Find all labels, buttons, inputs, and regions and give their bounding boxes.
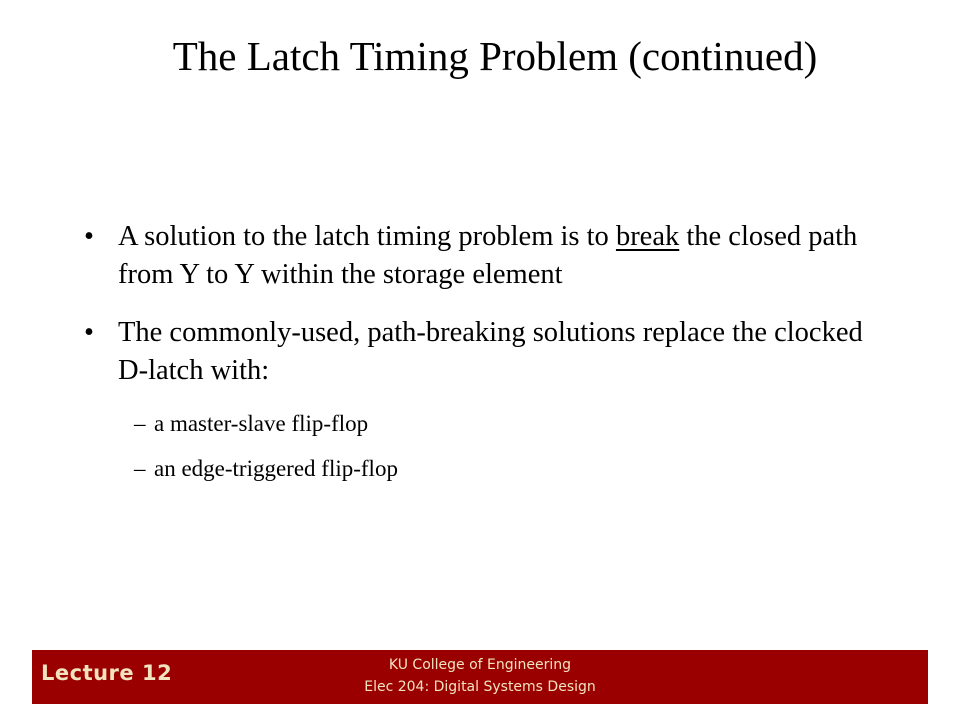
bullet-icon: • bbox=[84, 317, 94, 348]
bullet-text-before: A solution to the latch timing problem is to bbox=[118, 221, 616, 252]
bullet-item bbox=[84, 218, 884, 294]
bullet-item bbox=[84, 314, 884, 390]
bullet-icon: • bbox=[84, 221, 94, 252]
footer-bar bbox=[32, 650, 928, 704]
bullet-emphasis: break bbox=[615, 221, 680, 252]
slide-title: The Latch Timing Problem (continued) bbox=[172, 33, 818, 79]
sub-bullet-text: a master-slave flip-flop bbox=[154, 411, 369, 436]
dash-icon: – bbox=[134, 411, 146, 436]
dash-icon: – bbox=[134, 456, 146, 481]
footer-lecture-label: Lecture 12 bbox=[41, 661, 173, 685]
sub-bullet-item bbox=[84, 455, 884, 483]
sub-bullet-text: an edge-triggered flip-flop bbox=[154, 456, 398, 481]
sub-bullet-item bbox=[84, 410, 884, 438]
bullet-text-after: the closed path from Y to Y within the storage element bbox=[118, 221, 858, 290]
bullet-text: The commonly-used, path-breaking solutions replace the clocked D-latch with: bbox=[118, 317, 863, 386]
footer-course-info bbox=[332, 654, 628, 698]
bullet-list bbox=[84, 218, 884, 500]
footer-institution: KU College of Engineering bbox=[388, 657, 572, 673]
footer-course-name: Elec 204: Digital Systems Design bbox=[364, 679, 596, 695]
